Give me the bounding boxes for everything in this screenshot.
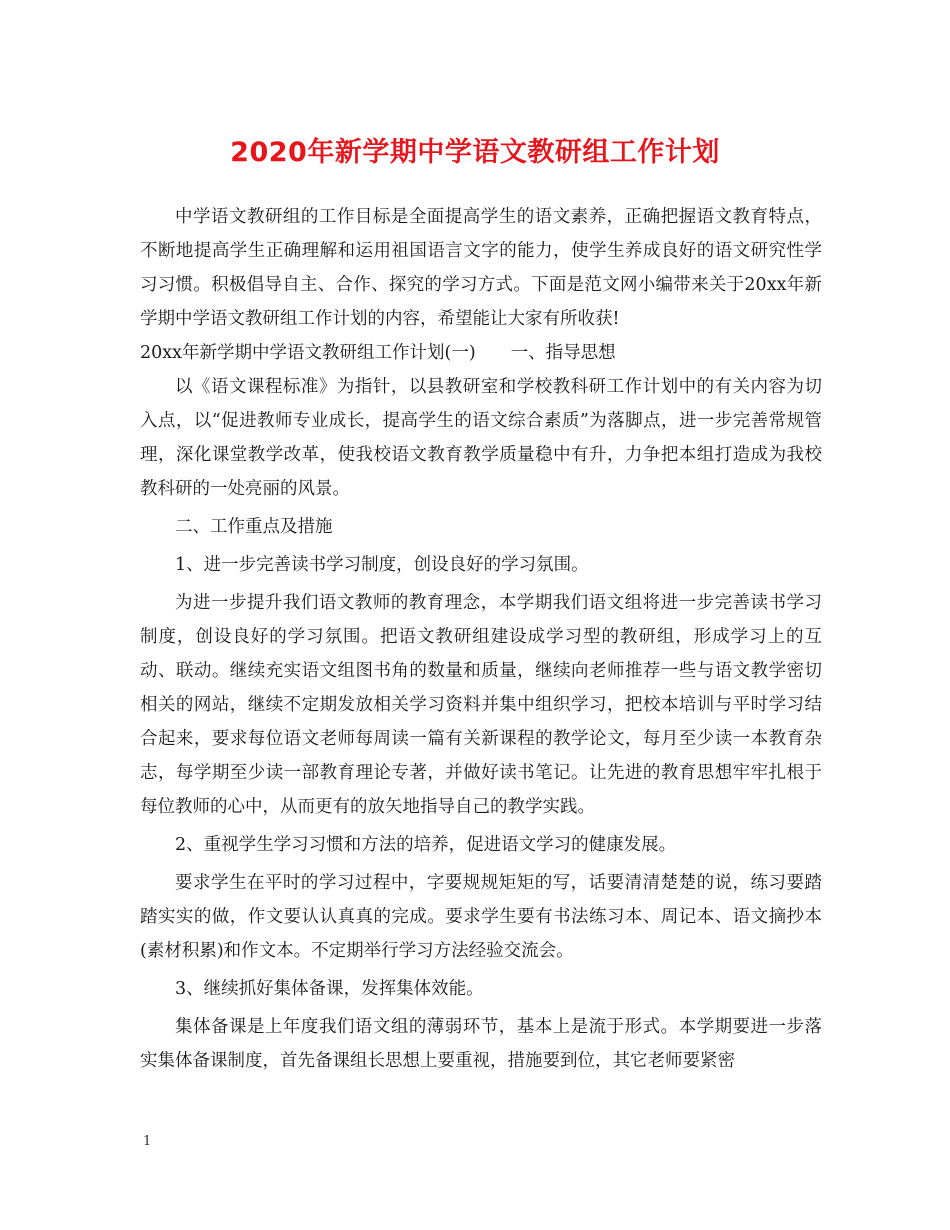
document-body bbox=[140, 200, 822, 1078]
intro-paragraph: 中学语文教研组的工作目标是全面提高学生的语文素养，正确把握语文教育特点，不断地提高学生正确理解和运用祖国语言文字的能力，使学生养成良好的语文研究性学习习惯。积极倡导自主、合作、探究的学习方式。下面是范文网小编带来关于20xx年新学期中学语文教研组工作计划的内容，希望能让大家有所收获! bbox=[140, 207, 822, 329]
item-paragraph-2: 要求学生在平时的学习过程中，字要规规矩矩的写，话要清清楚楚的说，练习要踏踏实实的做，作文要认认真真的完成。要求学生要有书法练习本、周记本、语文摘抄本(素材积累)和作文本。不定期举行学习方法经验交流会。 bbox=[140, 873, 822, 961]
section-heading-key-work: 二、工作重点及措施 bbox=[175, 517, 333, 537]
section-heading-plan-one: 20xx年新学期中学语文教研组工作计划(一) 一、指导思想 bbox=[140, 343, 616, 363]
page-number: 1 bbox=[143, 1134, 152, 1149]
item-paragraph-1: 为进一步提升我们语文教师的教育理念，本学期我们语文组将进一步完善读书学习制度，创设良好的学习氛围。把语文教研组建设成学习型的教研组，形成学习上的互动、联动。继续充实语文组图书角的数量和质量，继续向老师推荐一些与语文教学密切相关的网站，继续不定期发放相关学习资料并集中组织学习，把校本培训与平时学习结合起来，要求每位语文老师每周读一篇有关新课程的教学论文，每月至少读一本教育杂志，每学期至少读一部教育理论专著，并做好读书笔记。让先进的教育思想牢牢扎根于每位教师的心中，从而更有的放矢地指导自己的教学实践。 bbox=[140, 593, 822, 817]
item-paragraph-3: 集体备课是上年度我们语文组的薄弱环节，基本上是流于形式。本学期要进一步落实集体备课制度，首先备课组长思想上要重视，措施要到位，其它老师要紧密 bbox=[140, 1017, 822, 1071]
item-heading-3: 3、继续抓好集体备课，发挥集体效能。 bbox=[175, 979, 484, 999]
document-title: 2020年新学期中学语文教研组工作计划 bbox=[230, 137, 720, 168]
item-heading-1: 1、进一步完善读书学习制度，创设良好的学习氛围。 bbox=[175, 555, 589, 575]
guiding-ideology-paragraph: 以《语文课程标准》为指针，以县教研室和学校教科研工作计划中的有关内容为切入点，以“促进教师专业成长，提高学生的语文综合素质”为落脚点，进一步完善常规管理，深化课堂教学改革，使我校语文教育教学质量稳中有升，力争把本组打造成为我校教科研的一处亮丽的风景。 bbox=[140, 377, 822, 499]
item-heading-2: 2、重视学生学习习惯和方法的培养，促进语文学习的健康发展。 bbox=[175, 835, 677, 855]
